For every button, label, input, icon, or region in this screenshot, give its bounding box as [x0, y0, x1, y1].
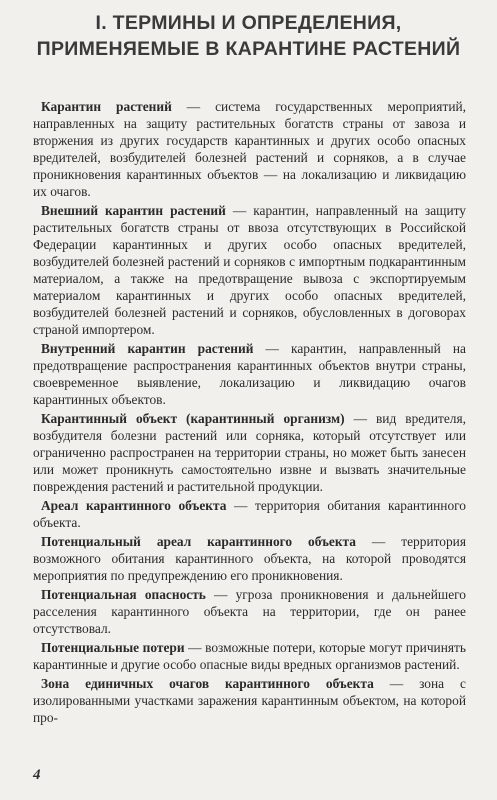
- definition-term: Внешний карантин растений: [41, 203, 226, 218]
- definition-paragraph: [33, 533, 466, 586]
- definition-text: — вид вредителя, возбудителя болезни растений или сорняка, который отсутствует или ограниченно распространен на территории страны, но может быть занесен или может проникнуть самостоятельно извне и вызвать значительные повреждения растений и растительной продукции.: [33, 411, 466, 494]
- definition-text: — карантин, направленный на предотвращение распространения карантинных объектов внутри страны, своевременное выявление, локализацию и ликвидацию очагов карантинных объектов.: [33, 341, 467, 407]
- definition-term: Ареал карантинного объекта: [41, 498, 227, 513]
- definition-term: Потенциальный ареал карантинного объекта: [41, 534, 356, 549]
- definition-term: Потенциальная опасность: [41, 587, 206, 602]
- definition-text: — зона с изолированными участками заражения карантинным объектом, на которой про-: [33, 676, 466, 725]
- chapter-heading-line-1: I. ТЕРМИНЫ И ОПРЕДЕЛЕНИЯ,: [95, 12, 402, 34]
- definition-term: Потенциальные потери: [41, 640, 185, 655]
- definition-paragraph: [33, 586, 466, 639]
- definition-text: — угроза проникновения и дальнейшего расселения карантинного объекта на территории, где он ранее отсутствовал.: [33, 587, 467, 636]
- chapter-heading-line-2: ПРИМЕНЯЕМЫЕ В КАРАНТИНЕ РАСТЕНИЙ: [36, 38, 461, 60]
- definitions-body: [33, 98, 466, 728]
- definition-paragraph: [33, 410, 466, 497]
- definition-term: Карантин растений: [41, 99, 172, 114]
- definition-term: Внутренний карантин растений: [41, 341, 254, 356]
- definition-paragraph: [33, 639, 466, 675]
- definition-paragraph: [33, 202, 466, 340]
- definition-text: — территория обитания карантинного объекта.: [33, 498, 467, 530]
- definition-text: — карантин, направленный на защиту растительных богатств страны от ввоза отсутствующих в Российской Федерации карантинных и других особо опасных вредителей, возбудителей болезней растений и сорняков с импортным подкарантинным материалом, а также на предотвращение вывоза с экспортируемым материалом карантинных и других особо опасных вредителей, возбудителей болезней растений и сорняков, обусловленных в договорах страной импортером.: [33, 203, 466, 337]
- definition-paragraph: [33, 98, 466, 202]
- definition-text: — возможные потери, которые могут причинять карантинные и другие особо опасные виды вредных организмов растений.: [33, 640, 467, 672]
- definition-paragraph: [33, 497, 466, 533]
- definition-paragraph: [33, 340, 466, 410]
- definition-paragraph: [33, 675, 466, 728]
- definition-text: — система государственных мероприятий, направленных на защиту растительных богатств страны от завоза и вторжения из других государств карантинных и других особо опасных вредителей, возбудителей болезней растений и сорняков, а в случае проникновения карантинных объектов — на локализацию и ликвидацию их очагов.: [33, 99, 466, 199]
- definition-text: — территория возможного обитания карантинного объекта, на которой проводятся мероприятия по предупреждению его проникновения.: [33, 534, 466, 583]
- page-number: 4: [33, 767, 41, 783]
- definition-term: Карантинный объект (карантинный организм): [41, 411, 345, 426]
- chapter-heading: [0, 10, 497, 62]
- definition-term: Зона единичных очагов карантинного объекта: [41, 676, 374, 691]
